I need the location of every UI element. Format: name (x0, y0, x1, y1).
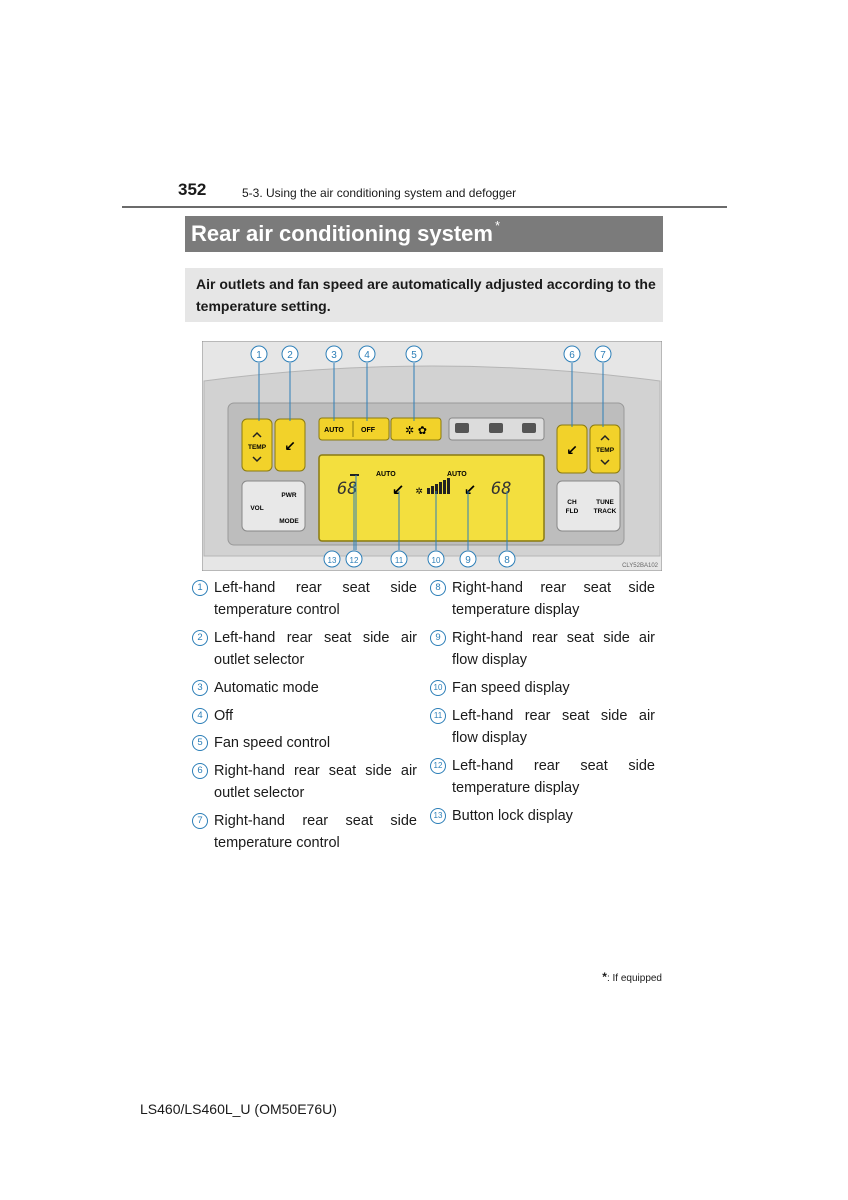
figure-code: CLY52BA102 (622, 563, 658, 569)
legend-item-13 (430, 805, 655, 827)
legend-text: Right-hand rear seat side air outlet selector (214, 763, 417, 801)
title-footnote-marker: * (494, 218, 501, 233)
callout-7-label: 7 (600, 350, 606, 361)
callout-13-label: 13 (327, 556, 337, 565)
legend-number: 3 (192, 680, 208, 696)
legend-item-12 (430, 755, 655, 799)
callout-3-label: 3 (331, 350, 337, 361)
fld-label: FLD (565, 508, 579, 515)
legend-number: 11 (430, 708, 446, 724)
page-title-text: Rear air conditioning system (191, 221, 493, 246)
legend-number: 13 (430, 808, 446, 824)
mode-label: MODE (279, 518, 299, 525)
ch-label: CH (567, 499, 577, 506)
left-airflow-icon: ↙ (391, 481, 405, 499)
legend-text: Left-hand rear seat side temperature display (452, 758, 655, 796)
audio-right-buttons (557, 481, 620, 531)
right-outlet-icon: ↙ (566, 443, 578, 459)
legend-text: Right-hand rear seat side temperature display (452, 580, 655, 618)
legend-item-4 (192, 705, 417, 727)
legend-item-9 (430, 627, 655, 671)
callout-6-label: 6 (569, 350, 575, 361)
section-title: 5-3. Using the air conditioning system and defogger (242, 186, 517, 200)
legend-number: 2 (192, 630, 208, 646)
legend-item-3 (192, 677, 417, 699)
right-temp-display: 68 (491, 479, 512, 499)
footnote-mark: * (602, 970, 607, 984)
callout-4-label: 4 (364, 350, 370, 361)
legend-item-5 (192, 732, 417, 754)
vent-mode-icon-1 (455, 423, 469, 433)
legend-text: Automatic mode (214, 680, 319, 696)
legend-item-10 (430, 677, 655, 699)
callout-10-label: 10 (431, 556, 441, 565)
track-label: TRACK (593, 508, 617, 515)
legend-number: 4 (192, 708, 208, 724)
footnote (560, 970, 662, 984)
legend-text: Left-hand rear seat side air outlet selector (214, 630, 417, 668)
legend-text: Left-hand rear seat side air flow display (452, 708, 655, 746)
legend-item-8 (430, 577, 655, 621)
legend-number: 5 (192, 735, 208, 751)
callout-1-label: 1 (256, 350, 262, 361)
vent-mode-icon-2 (489, 423, 503, 433)
page-title (191, 218, 501, 247)
legend-item-2 (192, 627, 417, 671)
intro-text: Air outlets and fan speed are automatically adjusted according to the temperature setting. (196, 276, 656, 314)
callout-12-label: 12 (349, 556, 359, 565)
legend-number: 7 (192, 813, 208, 829)
pwr-label: PWR (281, 492, 297, 499)
footnote-text: : If equipped (606, 973, 662, 984)
right-airflow-icon: ↙ (463, 481, 477, 499)
legend-text: Left-hand rear seat side temperature control (214, 580, 417, 618)
tune-label: TUNE (596, 499, 614, 506)
legend-item-6 (192, 760, 417, 804)
title-bar (185, 216, 663, 252)
legend-item-1 (192, 577, 417, 621)
auto-button-label: AUTO (324, 427, 344, 434)
fan-icon: ✲ ✿ (405, 424, 427, 437)
right-auto-indicator: AUTO (447, 471, 467, 478)
page-number: 352 (178, 180, 207, 199)
legend-number: 8 (430, 580, 446, 596)
legend-text: Fan speed control (214, 735, 331, 751)
legend-number: 9 (430, 630, 446, 646)
callout-5-label: 5 (411, 350, 417, 361)
footer-model-code: LS460/LS460L_U (OM50E76U) (140, 1101, 337, 1117)
fan-speed-icon: ✲ (415, 487, 423, 497)
legend-text: Button lock display (452, 808, 573, 824)
right-temp-label: TEMP (595, 447, 615, 454)
legend-item-7 (192, 810, 417, 854)
legend-text: Off (214, 708, 234, 724)
callout-9-label: 9 (465, 555, 471, 566)
intro-box (185, 268, 663, 322)
legend-item-11 (430, 705, 655, 749)
legend-number: 12 (430, 758, 446, 774)
legend-text: Right-hand rear seat side air flow display (452, 630, 655, 668)
legend-text: Fan speed display (452, 680, 570, 696)
callout-11-label: 11 (394, 556, 404, 565)
left-temp-label: TEMP (247, 444, 267, 451)
vol-label: VOL (250, 505, 264, 512)
legend-number: 1 (192, 580, 208, 596)
legend-number: 10 (430, 680, 446, 696)
legend-text: Right-hand rear seat side temperature control (214, 813, 417, 851)
left-outlet-icon: ↙ (284, 439, 296, 455)
rear-ac-panel-diagram (202, 341, 662, 571)
off-button-label: OFF (361, 427, 375, 434)
vent-mode-icon-3 (522, 423, 536, 433)
callout-8-label: 8 (504, 555, 510, 566)
legend-number: 6 (192, 763, 208, 779)
callout-2-label: 2 (287, 350, 293, 361)
left-auto-indicator: AUTO (376, 471, 396, 478)
left-temp-display: 68 (337, 479, 358, 499)
header-divider (122, 206, 727, 208)
